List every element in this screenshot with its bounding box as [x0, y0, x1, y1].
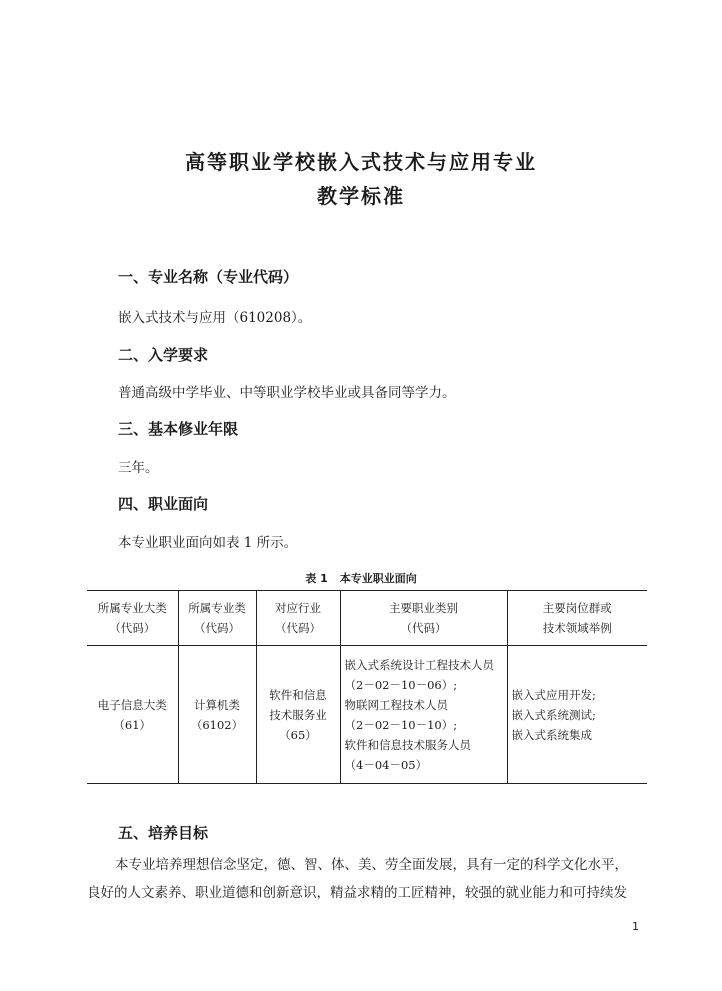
section-heading-admission: 二、入学要求 [118, 346, 209, 364]
page-number: 1 [632, 920, 639, 933]
table-row [87, 646, 647, 784]
table-caption-text: 本专业职业面向 [339, 572, 417, 585]
section-heading-name: 一、专业名称（专业代码） [118, 268, 299, 286]
section-body-duration: 三年。 [118, 460, 159, 476]
table-caption-number: 表 1 [305, 572, 328, 585]
section-body-name: 嵌入式技术与应用（610208）。 [118, 310, 312, 326]
cell-major-category: 电子信息大类 （61） [87, 646, 178, 784]
objectives-line-2: 良好的人文素养、职业道德和创新意识，精益求精的工匠精神，较强的就业能力和可持续发 [87, 885, 627, 901]
document-title-line2: 教学标准 [317, 184, 405, 208]
occupation-table [87, 590, 647, 784]
section-heading-duration: 三、基本修业年限 [118, 420, 239, 438]
table-caption [0, 570, 722, 586]
section-heading-occupation: 四、职业面向 [118, 495, 209, 513]
section-body-occupation: 本专业职业面向如表 1 所示。 [118, 535, 298, 551]
cell-job-groups: 嵌入式应用开发; 嵌入式系统测试; 嵌入式系统集成 [507, 646, 647, 784]
header-major-category: 所属专业大类 （代码） [87, 591, 178, 646]
header-industry: 对应行业 （代码） [256, 591, 340, 646]
header-occupation-category: 主要职业类别 （代码） [340, 591, 507, 646]
table-header-row [87, 591, 647, 646]
cell-major-class: 计算机类 （6102） [178, 646, 256, 784]
objectives-line-1: 本专业培养理想信念坚定，德、智、体、美、劳全面发展，具有一定的科学文化水平， [115, 857, 628, 873]
cell-occupation-category: 嵌入式系统设计工程技术人员 （2－02－10－06）; 物联网工程技术人员 （2－02－10－10）; 软件和信息技术服务人员 （4－04－05） [340, 646, 507, 784]
section-heading-objectives: 五、培养目标 [118, 824, 209, 842]
header-job-groups: 主要岗位群或 技术领域举例 [507, 591, 647, 646]
objectives-paragraph [87, 851, 647, 907]
header-major-class: 所属专业类 （代码） [178, 591, 256, 646]
cell-industry: 软件和信息 技术服务业 （65） [256, 646, 340, 784]
document-title-line1: 高等职业学校嵌入式技术与应用专业 [185, 150, 537, 174]
section-body-admission: 普通高级中学毕业、中等职业学校毕业或具备同等学力。 [118, 385, 456, 401]
